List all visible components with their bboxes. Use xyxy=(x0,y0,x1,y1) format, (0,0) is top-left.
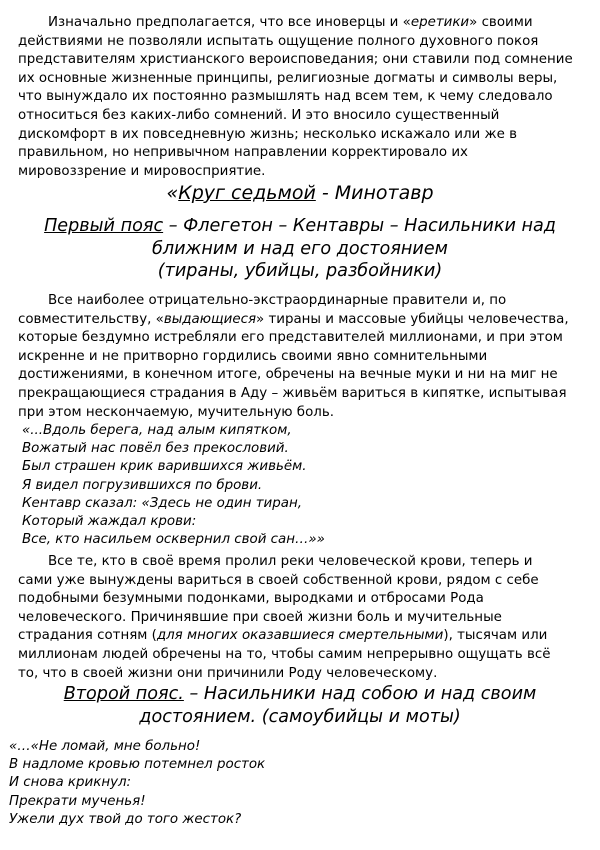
text-line: человеческого. Причинявшие при своей жизни боль и мучительные xyxy=(18,609,502,625)
poem-quote-2 xyxy=(9,738,265,829)
poem-line: «...Вдоль берега, над алым кипятком, xyxy=(22,423,292,438)
belt1-heading-underlined: Первый пояс xyxy=(44,216,164,236)
heading-line: ближним и над его достоянием xyxy=(152,238,448,259)
text-line: их основные жизненные принципы, религиозные догматы и символы веры, xyxy=(18,70,558,86)
text-line: дискомфорт в их повседневную жизнь; несколько искажало или же в xyxy=(18,126,517,142)
text-line: искренне и не притворно гордились своими явно сомнительными xyxy=(18,348,488,364)
text-line: подобными безумными подонками, выродками и отбросами Рода xyxy=(18,591,484,607)
text-line: то, что в своей жизни они причинили Роду человеческому. xyxy=(18,665,438,681)
text-line: мировоззрение и мировосприятие. xyxy=(18,163,266,179)
text-line: при этом нескончаемую, мучительную боль. xyxy=(18,404,334,420)
text-line: сами уже вынуждены вариться в своей собственной крови, рядом с себе xyxy=(18,572,539,588)
heading-line: достоянием. (самоубийцы и моты) xyxy=(139,706,461,727)
poem-line: Прекрати мученья! xyxy=(9,793,146,809)
tyrants-paragraph: Все наиболее отрицательно-экстраординарные правители и, по совместительству, «выдающиеся» тираны и массовые убийцы человечества, которые бездумно истребляли его представителей миллионами, и при этом искренне и не притворно гордились своими явно сомнительными достижениями, в конечном итоге, обречены на вечные муки и ни на миг не прекращающиеся страдания в Аду – живьём вариться в кипятке, испытывая при этом нескончаемую, мучительную боль. xyxy=(18,292,590,422)
poem-quote-1 xyxy=(22,422,325,549)
text-line: что вынуждало их постоянно размышлять над всем тем, к чему следовало xyxy=(18,89,553,105)
poem-line: Вожатый нас повёл без прекословий. xyxy=(22,441,289,457)
poem-line: Я видел погрузившихся по брови. xyxy=(22,477,263,493)
poem-line: «…«Не ломай, мне больно! xyxy=(9,739,201,754)
intro-paragraph xyxy=(18,14,590,181)
emphasis-heretics: еретики xyxy=(410,15,470,30)
poem-line: Все, кто насильем осквернил свой сан…»» xyxy=(22,532,325,548)
text-line: которые бездумно истребляли его представителей миллионами, и при этом xyxy=(18,330,563,346)
belt1-heading: Первый пояс – Флегетон – Кентавры – Насильники над ближним и над его достоянием (тираны, убийцы, разбойники) xyxy=(0,215,600,283)
text-line: действиями не позволяли испытать ощущение полного духовного покоя xyxy=(18,33,539,49)
text-line: относиться без каких-либо сомнений. И это вносило существенный xyxy=(18,107,500,123)
text-line: » своими xyxy=(469,15,533,30)
poem-line: И снова крикнул: xyxy=(9,775,132,791)
poem-line: Ужели дух твой до того жесток? xyxy=(9,811,242,827)
circle-heading: «Круг седьмой - Минотавр xyxy=(166,182,434,204)
text-line: представителям христианского вероисповедания; они ставили под сомнение xyxy=(18,52,573,68)
poem-line: Который жаждал крови: xyxy=(22,514,197,530)
belt2-heading: Второй пояс. – Насильники над собою и над своим достоянием. (самоубийцы и моты) xyxy=(0,683,600,728)
text-line: Все наиболее отрицательно-экстраординарные правители и, по xyxy=(48,293,507,308)
text-line: миллионам людей обречены на то, чтобы самим непрерывно ощущать всё xyxy=(18,646,551,662)
emphasis-fatal: для многих оказавшиеся смертельными xyxy=(156,628,444,644)
poem-line: Был страшен крик варившихся живьём. xyxy=(22,459,307,475)
bloodshed-paragraph: Все те, кто в своё время пролил реки человеческой крови, теперь и сами уже вынуждены вариться в своей собственной крови, рядом с себе подобными безумными подонками, выродками и отбросами Рода человеческого. Причинявшие при своей жизни боль и мучительные страдания сотням (для многих оказавшиеся смертельными), тысячам или миллионам людей обречены на то, чтобы самим непрерывно ощущать всё то, что в своей жизни они причинили Роду человеческому. xyxy=(18,553,590,683)
belt2-heading-underlined: Второй пояс. xyxy=(63,684,184,704)
text-line: Изначально предполагается, что все иноверцы и « xyxy=(48,15,411,30)
poem-line: Кентавр сказал: «Здесь не один тиран, xyxy=(22,495,302,511)
text-line: Все те, кто в своё время пролил реки человеческой крови, теперь и xyxy=(48,554,533,569)
circle-heading-underlined: Круг седьмой xyxy=(178,182,316,204)
text-line: достижениями, в конечном итоге, обречены на вечные муки и ни на миг не xyxy=(18,367,558,383)
emphasis-outstanding: выдающиеся xyxy=(163,311,256,327)
text-line: прекращающиеся страдания в Аду – живьём вариться в кипятке, испытывая xyxy=(18,385,567,401)
heading-line: (тираны, убийцы, разбойники) xyxy=(157,261,443,281)
text-line: правильном, но непривычном направлении корректировало их xyxy=(18,145,468,161)
poem-line: В надломе кровью потемнел росток xyxy=(9,757,266,773)
